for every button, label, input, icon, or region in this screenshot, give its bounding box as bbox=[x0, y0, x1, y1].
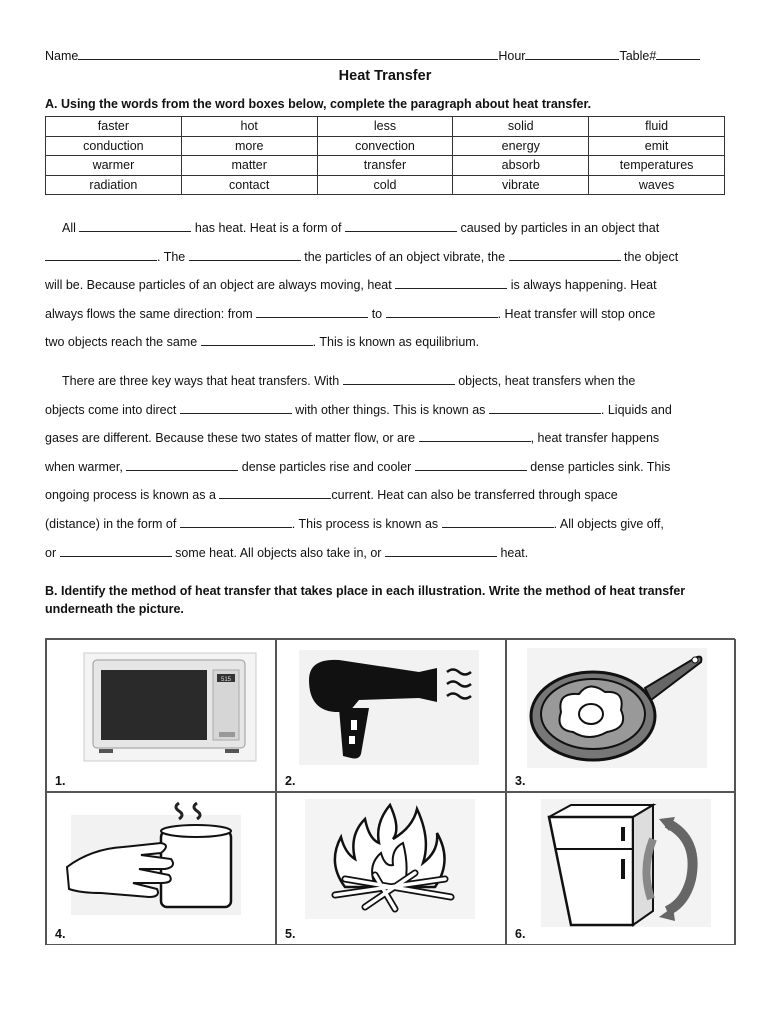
hour-blank[interactable] bbox=[525, 48, 619, 60]
microwave-display-text: 515 bbox=[220, 677, 232, 683]
item-number: 4. bbox=[55, 927, 66, 941]
paragraph-text: . All objects give off, bbox=[553, 516, 664, 531]
paragraph-text: . Liquids and bbox=[600, 402, 672, 417]
paragraph-text: . This process is known as bbox=[291, 516, 439, 531]
word-cell: waves bbox=[589, 175, 725, 195]
paragraph-1 bbox=[45, 214, 730, 357]
paragraph-text: heat. bbox=[500, 545, 529, 560]
word-cell: transfer bbox=[317, 156, 453, 176]
frying-pan-egg-icon bbox=[527, 648, 707, 768]
word-cell: cold bbox=[317, 175, 453, 195]
word-cell: absorb bbox=[453, 156, 589, 176]
microwave-icon bbox=[83, 652, 257, 762]
fill-blank[interactable] bbox=[509, 249, 621, 261]
fill-blank[interactable] bbox=[180, 516, 292, 528]
illustration-cell-3[interactable] bbox=[506, 639, 736, 792]
fill-blank[interactable] bbox=[201, 334, 313, 346]
paragraph-text: . This is known as equilibrium. bbox=[312, 335, 480, 350]
word-bank-row bbox=[46, 117, 725, 137]
paragraph-text: gases are different. Because these two states of matter flow, or are bbox=[45, 431, 416, 446]
paragraph-text: objects, heat transfers when the bbox=[458, 374, 636, 388]
paragraph-text: will be. Because particles of an object are always moving, heat bbox=[45, 278, 392, 293]
paragraph-text: , heat transfer happens bbox=[530, 431, 660, 446]
word-bank-table bbox=[45, 116, 725, 195]
hour-label: Hour bbox=[498, 49, 526, 63]
paragraph-text: dense particles rise and cooler bbox=[241, 459, 412, 474]
table-label: Table# bbox=[619, 49, 657, 63]
word-cell: solid bbox=[453, 117, 589, 137]
refrigerator-arrows-icon bbox=[541, 799, 711, 927]
word-cell: vibrate bbox=[453, 175, 589, 195]
word-cell: faster bbox=[46, 117, 182, 137]
fill-blank[interactable] bbox=[60, 545, 172, 557]
paragraph-text: (distance) in the form of bbox=[45, 516, 177, 531]
illustration-cell-4[interactable] bbox=[46, 792, 276, 945]
campfire-icon bbox=[305, 799, 475, 919]
paragraph-text: All bbox=[62, 221, 76, 235]
word-cell: fluid bbox=[589, 117, 725, 137]
paragraph-text: with other things. This is known as bbox=[295, 402, 486, 417]
paragraph-text: is always happening. Heat bbox=[510, 278, 657, 293]
paragraph-text: ongoing process is known as a bbox=[45, 488, 216, 503]
item-number: 2. bbox=[285, 774, 296, 788]
fill-blank[interactable] bbox=[45, 249, 157, 261]
name-label: Name bbox=[45, 49, 79, 63]
paragraph-text: objects come into direct bbox=[45, 402, 177, 417]
word-cell: matter bbox=[181, 156, 317, 176]
paragraph-text: when warmer, bbox=[45, 459, 123, 474]
word-cell: less bbox=[317, 117, 453, 137]
paragraph-text: two objects reach the same bbox=[45, 335, 198, 350]
item-number: 5. bbox=[285, 927, 296, 941]
hand-hot-mug-icon bbox=[61, 797, 251, 917]
paragraph-text: the object bbox=[624, 249, 679, 264]
fill-blank[interactable] bbox=[386, 306, 498, 318]
fill-blank[interactable] bbox=[189, 249, 301, 261]
paragraph-text: . The bbox=[157, 249, 186, 264]
section-a-instruction: A. Using the words from the word boxes below, complete the paragraph about heat transfer. bbox=[45, 97, 592, 111]
illustration-cell-5[interactable] bbox=[276, 792, 506, 945]
illustration-cell-2[interactable] bbox=[276, 639, 506, 792]
paragraph-text: . Heat transfer will stop once bbox=[497, 306, 656, 321]
paragraph-text: to bbox=[371, 306, 383, 321]
word-cell: more bbox=[181, 136, 317, 156]
name-blank[interactable] bbox=[78, 48, 498, 60]
word-cell: conduction bbox=[46, 136, 182, 156]
word-bank-row bbox=[46, 136, 725, 156]
paragraph-text: has heat. Heat is a form of bbox=[194, 221, 342, 235]
word-cell: energy bbox=[453, 136, 589, 156]
fill-blank[interactable] bbox=[345, 220, 457, 232]
table-number-blank[interactable] bbox=[656, 48, 700, 60]
item-number: 1. bbox=[55, 774, 66, 788]
fill-blank[interactable] bbox=[489, 402, 601, 414]
fill-blank[interactable] bbox=[415, 459, 527, 471]
fill-blank[interactable] bbox=[419, 430, 531, 442]
item-number: 3. bbox=[515, 774, 526, 788]
paragraph-text: dense particles sink. This bbox=[530, 459, 671, 474]
illustration-grid bbox=[45, 638, 735, 945]
word-cell: hot bbox=[181, 117, 317, 137]
paragraph-text: caused by particles in an object that bbox=[460, 221, 660, 235]
paragraph-text: or bbox=[45, 545, 57, 560]
page-title: Heat Transfer bbox=[338, 68, 432, 84]
fill-blank[interactable] bbox=[256, 306, 368, 318]
word-cell: warmer bbox=[46, 156, 182, 176]
hair-dryer-icon bbox=[299, 650, 479, 765]
fill-blank[interactable] bbox=[385, 545, 497, 557]
fill-blank[interactable] bbox=[219, 487, 331, 499]
fill-blank[interactable] bbox=[395, 277, 507, 289]
illustration-cell-6[interactable] bbox=[506, 792, 736, 945]
student-info-line bbox=[45, 48, 725, 63]
fill-blank[interactable] bbox=[79, 220, 191, 232]
word-bank-row bbox=[46, 156, 725, 176]
paragraph-text: always flows the same direction: from bbox=[45, 306, 253, 321]
word-cell: contact bbox=[181, 175, 317, 195]
fill-blank[interactable] bbox=[180, 402, 292, 414]
fill-blank[interactable] bbox=[442, 516, 554, 528]
word-cell: convection bbox=[317, 136, 453, 156]
paragraph-text: current. Heat can also be transferred through space bbox=[331, 488, 618, 503]
fill-blank[interactable] bbox=[343, 373, 455, 385]
word-cell: radiation bbox=[46, 175, 182, 195]
word-cell: emit bbox=[589, 136, 725, 156]
paragraph-text: the particles of an object vibrate, the bbox=[304, 249, 506, 264]
paragraph-2 bbox=[45, 367, 730, 567]
item-number: 6. bbox=[515, 927, 526, 941]
section-b-instruction: B. Identify the method of heat transfer that takes place in each illustration. Write the method of heat transfer underneath the picture. bbox=[45, 584, 686, 616]
word-cell: temperatures bbox=[589, 156, 725, 176]
fill-blank[interactable] bbox=[126, 459, 238, 471]
paragraph-text: There are three key ways that heat transfers. With bbox=[62, 374, 340, 388]
paragraph-text: some heat. All objects also take in, or bbox=[175, 545, 382, 560]
word-bank-row bbox=[46, 175, 725, 195]
illustration-cell-1[interactable] bbox=[46, 639, 276, 792]
